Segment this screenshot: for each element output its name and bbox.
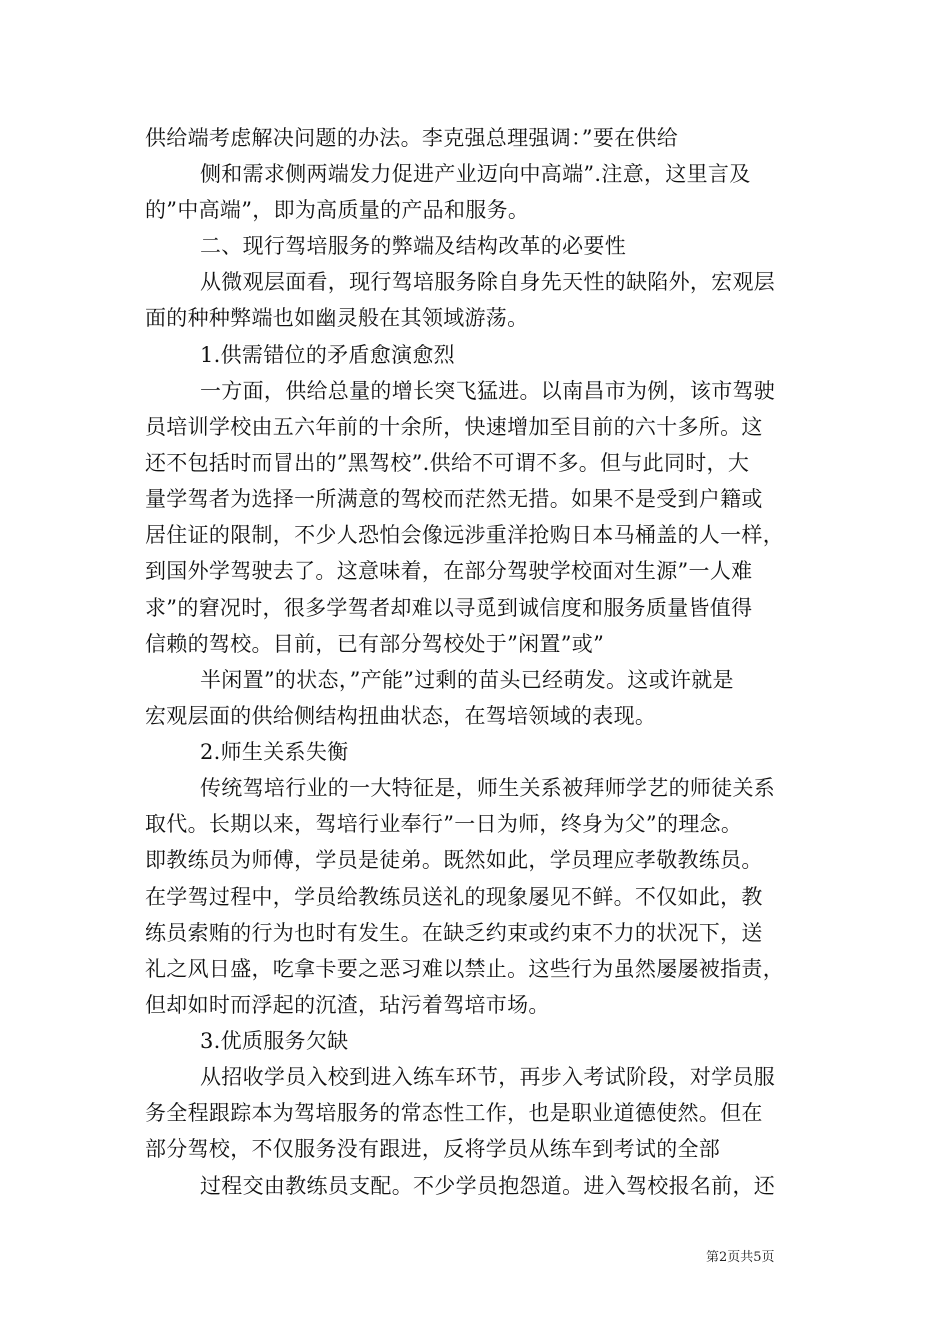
text-line: 练员索贿的行为也时有发生。在缺乏约束或约束不力的状况下，送	[145, 921, 763, 945]
text-line: 的”中高端”，即为高质量的产品和服务。	[145, 198, 530, 222]
text-line: 员培训学校由五六年前的十余所，快速增加至目前的六十多所。这	[145, 415, 763, 439]
subsection-heading: 1.供需错位的矛盾愈演愈烈	[200, 343, 455, 367]
text-line: 即教练员为师傅，学员是徒弟。既然如此，学员理应孝敬教练员。	[145, 848, 763, 872]
text-line: 在学驾过程中，学员给教练员送礼的现象屡见不鲜。不仅如此，教	[145, 885, 763, 909]
text-line: 部分驾校，不仅服务没有跟进，反将学员从练车到考试的全部	[145, 1137, 721, 1161]
text-line: 礼之风日盛，吃拿卡要之恶习难以禁止。这些行为虽然屡屡被指责，	[145, 957, 784, 981]
text-line: 侧和需求侧两端发力促进产业迈向中高端”.注意，这里言及	[200, 162, 751, 186]
section-heading: 二、现行驾培服务的弊端及结构改革的必要性	[200, 234, 626, 258]
text-line: 一方面，供给总量的增长突飞猛进。以南昌市为例，该市驾驶	[200, 379, 776, 403]
text-line: 面的种种弊端也如幽灵般在其领域游荡。	[145, 306, 529, 330]
text-line: 从招收学员入校到进入练车环节，再步入考试阶段，对学员服	[200, 1065, 776, 1089]
text-line: 求”的窘况时，很多学驾者却难以寻觅到诚信度和服务质量皆值得	[145, 596, 753, 620]
text-line: 到国外学驾驶去了。这意味着，在部分驾驶学校面对生源”一人难	[145, 559, 753, 583]
page-number: 第2页共5页	[706, 1250, 775, 1265]
text-line: 但却如时而浮起的沉渣，玷污着驾培市场。	[145, 993, 550, 1017]
text-line: 居住证的限制，不少人恐怕会像远涉重洋抢购日本马桶盖的人一样，	[145, 523, 784, 547]
subsection-heading: 2.师生关系失衡	[200, 740, 349, 764]
text-line: 信赖的驾校。目前，已有部分驾校处于”闲置”或”	[145, 632, 605, 656]
text-line: 务全程跟踪本为驾培服务的常态性工作，也是职业道德使然。但在	[145, 1101, 763, 1125]
text-line: 还不包括时而冒出的”黑驾校”.供给不可谓不多。但与此同时，大	[145, 451, 750, 475]
text-line: 宏观层面的供给侧结构扭曲状态，在驾培领域的表现。	[145, 704, 657, 728]
text-line: 从微观层面看，现行驾培服务除自身先天性的缺陷外，宏观层	[200, 270, 776, 294]
text-line: 供给端考虑解决问题的办法。李克强总理强调：”要在供给	[145, 126, 679, 150]
text-line: 量学驾者为选择一所满意的驾校而茫然无措。如果不是受到户籍或	[145, 487, 763, 511]
text-line: 过程交由教练员支配。不少学员抱怨道。进入驾校报名前，还	[200, 1174, 776, 1198]
subsection-heading: 3.优质服务欠缺	[200, 1029, 349, 1053]
text-line: 半闲置”的状态，”产能”过剩的苗头已经萌发。这或许就是	[200, 668, 734, 692]
text-line: 取代。长期以来，驾培行业奉行”一日为师，终身为父”的理念。	[145, 812, 743, 836]
text-line: 传统驾培行业的一大特征是，师生关系被拜师学艺的师徒关系	[200, 776, 776, 800]
